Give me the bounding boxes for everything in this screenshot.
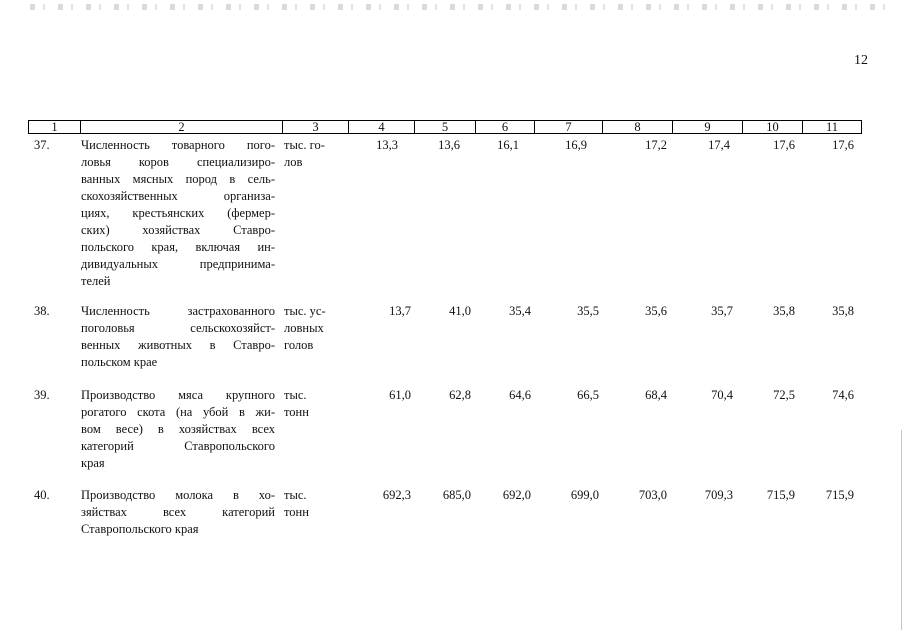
table-header-row [28, 120, 862, 134]
value-col-11: 35,8 [832, 304, 854, 318]
value-col-6: 35,4 [509, 304, 531, 318]
value-col-11: 74,6 [832, 388, 854, 402]
name-line: рогатого скота (на убой в жи- [81, 405, 275, 419]
value-col-7: 66,5 [577, 388, 599, 402]
value-col-9: 709,3 [704, 488, 733, 502]
unit-line: тыс. го- [284, 138, 325, 152]
value-col-8: 68,4 [645, 388, 667, 402]
value-col-11: 17,6 [832, 138, 854, 152]
name-line: ских) хозяйствах Ставро- [81, 223, 275, 237]
indicator-name [81, 387, 275, 472]
value-col-7: 35,5 [577, 304, 599, 318]
header-cell-7: 7 [535, 121, 603, 133]
name-line: Производство мяса крупного [81, 388, 275, 402]
header-cell-6: 6 [476, 121, 535, 133]
unit-line: тыс. ус- [284, 304, 326, 318]
value-col-8: 35,6 [645, 304, 667, 318]
value-col-9: 70,4 [711, 388, 733, 402]
unit-line: лов [284, 155, 303, 169]
unit-line: ловных [284, 321, 324, 335]
name-line: Численность товарного пого- [81, 138, 275, 152]
row-number: 39. [34, 388, 50, 402]
indicator-name [81, 487, 275, 538]
value-col-6: 692,0 [502, 488, 531, 502]
unit-line: тыс. [284, 388, 307, 402]
header-cell-5: 5 [415, 121, 476, 133]
row-number: 37. [34, 138, 50, 152]
value-col-10: 715,9 [766, 488, 795, 502]
name-line: дивидуальных предпринима- [81, 257, 275, 271]
unit-line: голов [284, 338, 314, 352]
scan-edge-line [901, 430, 902, 630]
indicator-name [81, 137, 275, 290]
name-line: Численность застрахованного [81, 304, 275, 318]
value-col-6: 16,1 [497, 138, 519, 152]
unit-line: тонн [284, 405, 309, 419]
header-cell-8: 8 [603, 121, 673, 133]
unit [284, 137, 342, 171]
value-col-4: 61,0 [389, 388, 411, 402]
name-line: ванных мясных пород в сель- [81, 172, 275, 186]
value-col-5: 13,6 [438, 138, 460, 152]
value-col-7: 699,0 [570, 488, 599, 502]
row-number: 38. [34, 304, 50, 318]
header-cell-2: 2 [81, 121, 283, 133]
name-line: венных животных в Ставро- [81, 338, 275, 352]
scan-noise-top [30, 4, 890, 10]
name-line: поголовья сельскохозяйст- [81, 321, 275, 335]
name-line: польском крае [81, 355, 158, 369]
indicator-name [81, 303, 275, 371]
unit-line: тонн [284, 505, 309, 519]
name-line: ловья коров специализиро- [81, 155, 275, 169]
unit-line: тыс. [284, 488, 307, 502]
unit [284, 387, 342, 421]
header-cell-10: 10 [743, 121, 803, 133]
header-cell-4: 4 [349, 121, 415, 133]
page-number: 12 [854, 53, 868, 68]
value-col-11: 715,9 [825, 488, 854, 502]
value-col-10: 17,6 [773, 138, 795, 152]
name-line: края [81, 456, 105, 470]
value-col-6: 64,6 [509, 388, 531, 402]
value-col-8: 17,2 [645, 138, 667, 152]
value-col-4: 13,7 [389, 304, 411, 318]
name-line: вом весе) в хозяйствах всех [81, 422, 275, 436]
name-line: скохозяйственных организа- [81, 189, 275, 203]
value-col-10: 35,8 [773, 304, 795, 318]
value-col-9: 35,7 [711, 304, 733, 318]
value-col-7: 16,9 [565, 138, 587, 152]
unit [284, 303, 342, 354]
value-col-8: 703,0 [638, 488, 667, 502]
name-line: Ставропольского края [81, 522, 199, 536]
header-cell-1: 1 [29, 121, 81, 133]
name-line: циях, крестьянских (фермер- [81, 206, 275, 220]
header-cell-9: 9 [673, 121, 743, 133]
header-cell-3: 3 [283, 121, 349, 133]
value-col-4: 692,3 [382, 488, 411, 502]
value-col-4: 13,3 [376, 138, 398, 152]
name-line: категорий Ставропольского [81, 439, 275, 453]
name-line: польского края, включая ин- [81, 240, 275, 254]
value-col-10: 72,5 [773, 388, 795, 402]
value-col-5: 62,8 [449, 388, 471, 402]
unit [284, 487, 342, 521]
row-number: 40. [34, 488, 50, 502]
value-col-5: 41,0 [449, 304, 471, 318]
name-line: Производство молока в хо- [81, 488, 275, 502]
value-col-9: 17,4 [708, 138, 730, 152]
name-line: зяйствах всех категорий [81, 505, 275, 519]
value-col-5: 685,0 [442, 488, 471, 502]
name-line: телей [81, 274, 111, 288]
header-cell-11: 11 [825, 120, 839, 134]
